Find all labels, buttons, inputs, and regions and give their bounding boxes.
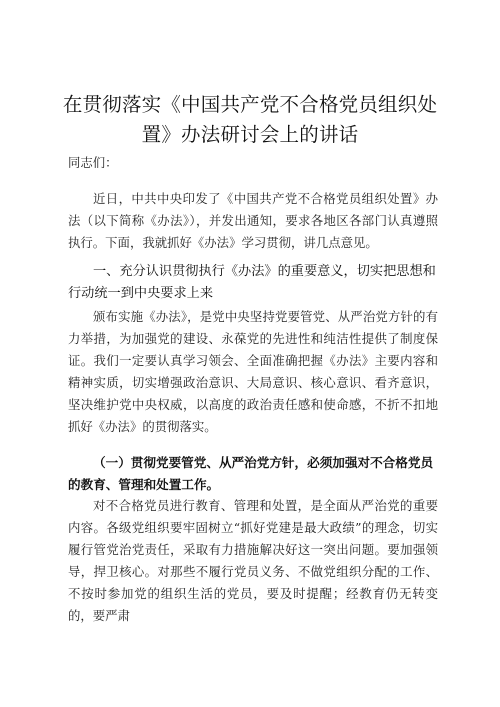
- subsection-heading-1: （一）贯彻党要管党、从严治党方针，必须加强对不合格党员的教育、管理和处置工作。: [68, 455, 434, 492]
- section-heading-1: 一、充分认识贯彻执行《办法》的重要意义，切实把思想和行动统一到中央要求上来: [68, 264, 436, 301]
- paragraph-management: 对不合格党员进行教育、管理和处置，是全面从严治党的重要内容。各级党组织要牢固树立“抓好党建是最大政绩”的理念，切实履行管党治党责任，采取有力措施解决好这一突出问题。要加强领导，捍卫核心。对那些不履行党员义务、不做党组织分配的工作、不按时参加党的组织生活的党员，要及时提醒；经教育仍无转变的，要严肃: [68, 498, 438, 623]
- paragraph-intro: 近日，中共中央印发了《中国共产党不合格党员组织处置》办法（以下简称《办法》），并发出通知，要求各地区各部门认真遵照执行。下面，我就抓好《办法》学习贯彻，讲几点意见。: [68, 191, 438, 250]
- paragraph-significance: 颁布实施《办法》，是党中央坚持党要管党、从严治党方针的有力举措，为加强党的建设、永葆党的先进性和纯洁性提供了制度保证。我们一定要认真学习领会、全面准确把握《办法》主要内容和精神实质，切实增强政治意识、大局意识、核心意识、看齐意识，坚决维护党中央权威，以高度的政治责任感和使命感，不折不扣地抓好《办法》的贯彻落实。: [68, 309, 438, 434]
- greeting: 同志们：: [68, 155, 118, 170]
- page-title: 在贯彻落实《中国共产党不合格党员组织处置》办法研讨会上的讲话: [62, 93, 438, 146]
